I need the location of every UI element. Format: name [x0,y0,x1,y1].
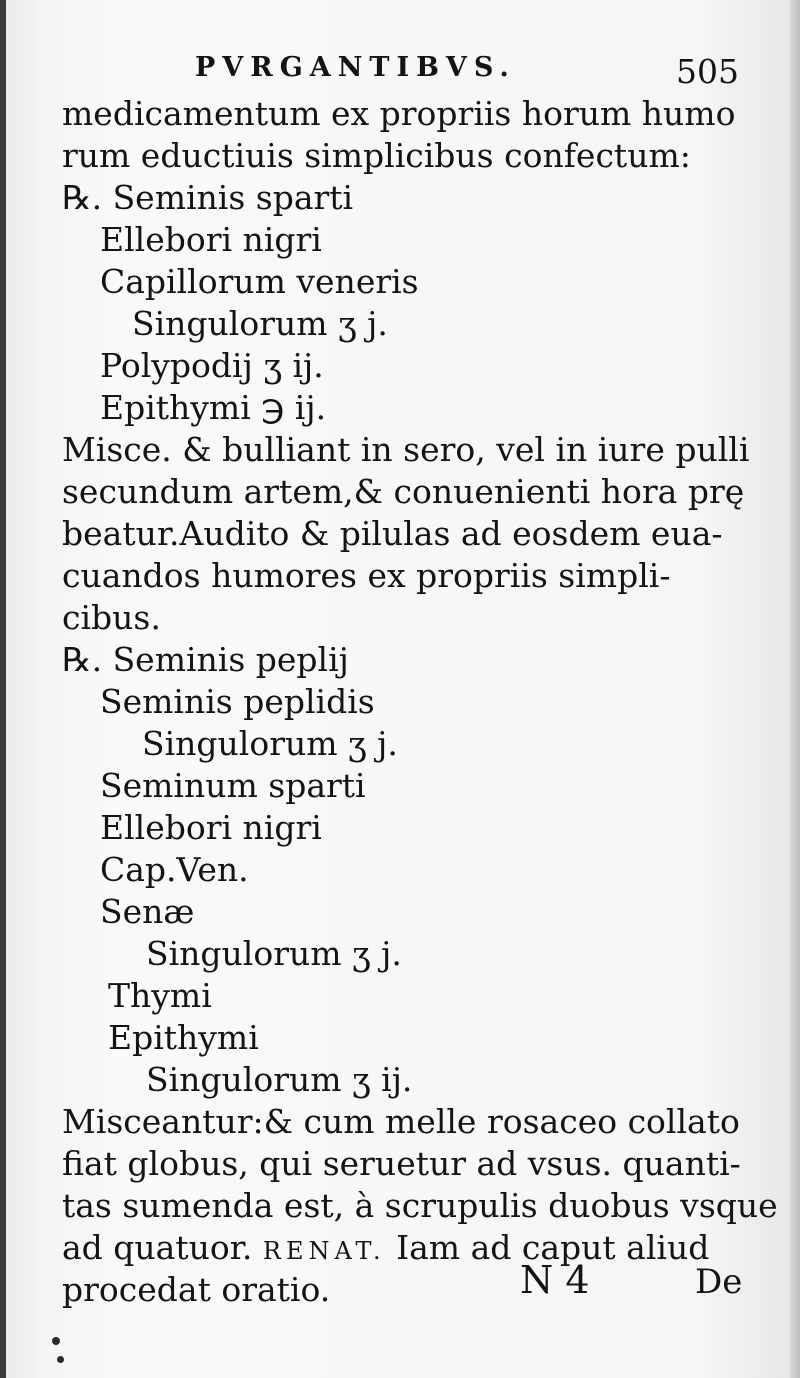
ingredient-line: Cap.Ven. [100,850,249,889]
speaker-name: RENAT. [262,1237,386,1265]
dosage-line: Singulorum ʒ j. [146,934,402,973]
ingredient-line: Ellebori nigri [100,808,322,847]
ingredient-line: Polypodij ʒ ij. [100,346,324,385]
ingredient-line: Thymi [108,976,212,1015]
text-line: secundum artem,& conuenienti hora prę [62,472,745,511]
text-line: cuandos humores ex propriis simpli- [62,556,671,595]
text-line: medicamentum ex propriis horum humo [62,94,736,133]
page-number: 505 [676,52,739,91]
text-line: fiat globus, qui seruetur ad vsus. quanti- [62,1144,741,1183]
ingredient-line: Epithymi [108,1018,259,1057]
text-line: Misceantur:& cum melle rosaceo collato [62,1102,740,1141]
text-line: Misce. & bulliant in sero, vel in iure pulli [62,430,750,469]
ingredient-line: Epithymi ℈ ij. [100,388,327,427]
text-line: procedat oratio. [62,1270,331,1309]
text-line: beatur.Audito & pilulas ad eosdem eua- [62,514,723,553]
ingredient-line: Ellebori nigri [100,220,322,259]
text-line: rum eductiuis simplicibus confectum: [62,136,691,175]
catchword: De [695,1262,743,1302]
ink-spot [52,1337,60,1345]
ingredient-line: Seminum sparti [100,766,366,805]
recipe-line: ℞. Seminis peplij [62,640,349,679]
ingredient-line: Capillorum veneris [100,262,419,301]
running-head: PVRGANTIBVS. [195,52,516,83]
dosage-line: Singulorum ʒ ij. [146,1060,413,1099]
ingredient-line: Seminis peplidis [100,682,375,721]
text-line [62,1228,709,1271]
text-line: tas sumenda est, à scrupulis duobus vsque [62,1186,778,1225]
text-segment: Iam ad caput aliud [396,1228,710,1267]
ingredient-line: Senæ [100,892,195,931]
signature-mark: N 4 [520,1258,590,1302]
page-header [0,46,800,96]
dosage-line: Singulorum ʒ j. [132,304,388,343]
ink-spot [57,1356,64,1363]
recipe-line: ℞. Seminis sparti [62,178,354,217]
text-segment: ad quatuor. [62,1228,253,1267]
text-line: cibus. [62,598,161,637]
dosage-line: Singulorum ʒ j. [142,724,398,763]
